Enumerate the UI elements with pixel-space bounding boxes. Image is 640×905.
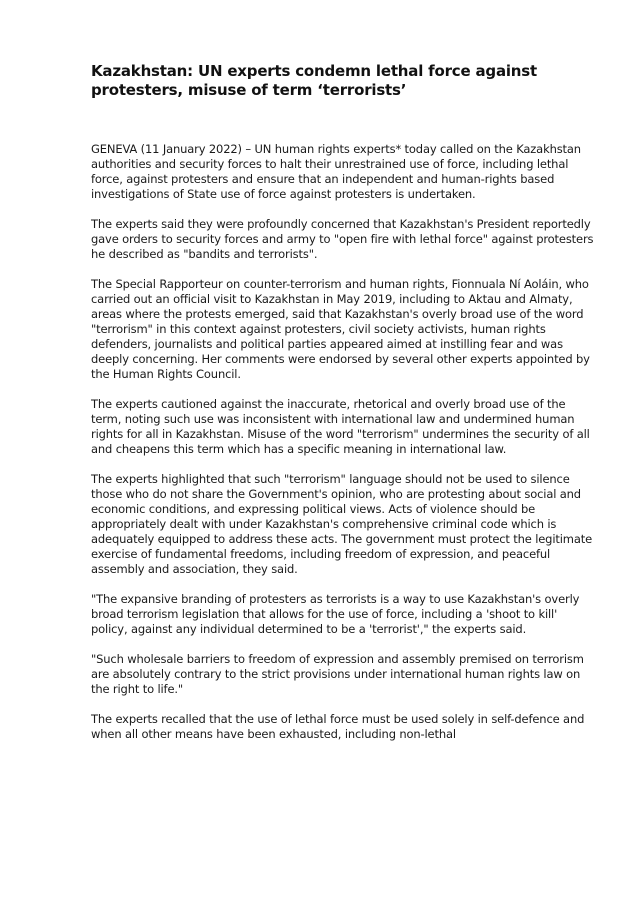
- article-paragraph: The experts highlighted that such "terrorism" language should not be used to silence those who do not share the Government's opinion, who are protesting about social and economic conditions, and expressing political views. Acts of violence should be appropriately dealt with under Kazakhstan's comprehensive criminal code which is adequately equipped to address these acts. The government must protect the legitimate exercise of fundamental freedoms, including freedom of expression, and peaceful assembly and association, they said.: [91, 472, 593, 576]
- article-paragraph: The Special Rapporteur on counter-terrorism and human rights, Fionnuala Ní Aoláin, who carried out an official visit to Kazakhstan in May 2019, including to Aktau and Almaty, areas where the protests emerged, said that Kazakhstan's overly broad use of the word "terrorism" in this context against protesters, civil society activists, human rights defenders, journalists and political parties appeared aimed at instilling fear and was deeply concerning. Her comments were endorsed by several other experts appointed by the Human Rights Council.: [91, 277, 590, 381]
- article-paragraph-dateline: GENEVA (11 January 2022) – UN human rights experts* today called on the Kazakhstan authorities and security forces to halt their unrestrained use of force, including lethal force, against protesters and ensure that an independent and human-rights based investigations of State use of force against protesters is undertaken.: [91, 142, 581, 201]
- article-paragraph-quote: "Such wholesale barriers to freedom of expression and assembly premised on terrorism are absolutely contrary to the strict provisions under international human rights law on the right to life.": [91, 652, 584, 696]
- article-paragraph: The experts said they were profoundly concerned that Kazakhstan's President reportedly gave orders to security forces and army to "open fire with lethal force" against protesters he described as "bandits and terrorists".: [91, 217, 594, 261]
- article-paragraph-truncated: The experts recalled that the use of lethal force must be used solely in self-defence and when all other means have been exhausted, including non-lethal: [91, 712, 585, 741]
- press-release-article: [91, 62, 596, 742]
- article-paragraph: The experts cautioned against the inaccurate, rhetorical and overly broad use of the term, noting such use was inconsistent with international law and undermined human rights for all in Kazakhstan. Misuse of the word "terrorism" undermines the security of all and cheapens this term which has a specific meaning in international law.: [91, 397, 590, 456]
- article-title: Kazakhstan: UN experts condemn lethal force against protesters, misuse of term ‘terrorists’: [91, 62, 537, 99]
- article-paragraph-quote: "The expansive branding of protesters as terrorists is a way to use Kazakhstan's overly broad terrorism legislation that allows for the use of force, including a 'shoot to kill' policy, against any individual determined to be a 'terrorist'," the experts said.: [91, 592, 580, 636]
